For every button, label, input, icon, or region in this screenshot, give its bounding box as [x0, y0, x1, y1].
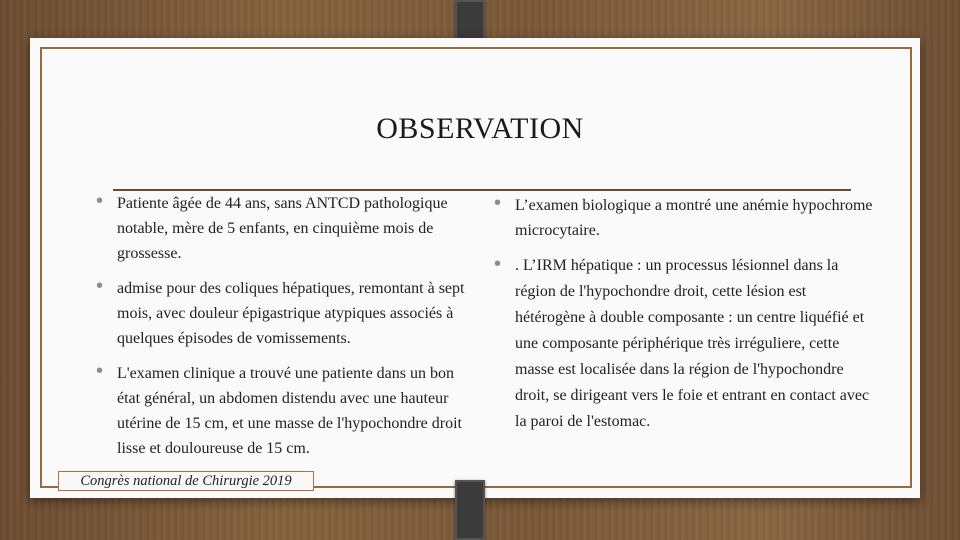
- footer-caption: Congrès national de Chirurgie 2019: [58, 471, 314, 491]
- bullet-icon: •: [96, 275, 104, 297]
- bullet-icon: •: [96, 360, 104, 382]
- bullet-text: L'examen clinique a trouvé une patiente dans un bon état général, un abdomen distendu avec une hauteur utérine de 15 cm, et une masse de l'hypochondre droit lisse et douloureuse de 15 cm.: [117, 365, 462, 457]
- right-column: [494, 193, 874, 435]
- bullet-text: L’examen biologique a montré une anémie hypochrome microcytaire.: [515, 197, 873, 239]
- bullet-item-mri: [494, 253, 874, 435]
- bullet-icon: •: [494, 253, 502, 275]
- bullet-icon: •: [494, 192, 502, 214]
- bullet-item-patient: [96, 191, 471, 266]
- slide-title: OBSERVATION: [376, 112, 584, 145]
- bullet-item-admission: [96, 276, 471, 351]
- bullet-item-clinical-exam: [96, 361, 471, 461]
- bullet-text: admise pour des coliques hépatiques, remontant à sept mois, avec douleur épigastrique atypiques associés à quelques épisodes de vomissements.: [117, 280, 465, 347]
- bullet-item-biology: [494, 193, 874, 243]
- bullet-text: Patiente âgée de 44 ans, sans ANTCD pathologique notable, mère de 5 enfants, en cinquième mois de grossesse.: [117, 195, 448, 262]
- left-column: [96, 191, 471, 461]
- binder-clip-bottom: [455, 480, 485, 540]
- bullet-text: . L’IRM hépatique : un processus lésionnel dans la région de l'hypochondre droit, cette lésion est hétérogène à double composante : un centre liquéfié et une composante périphérique très irréguliere, cette masse est localisée dans la région de l'hypochondre droit, se dirigeant vers le foie et entrant en contact avec la paroi de l'estomac.: [515, 257, 870, 430]
- bullet-icon: •: [96, 190, 104, 212]
